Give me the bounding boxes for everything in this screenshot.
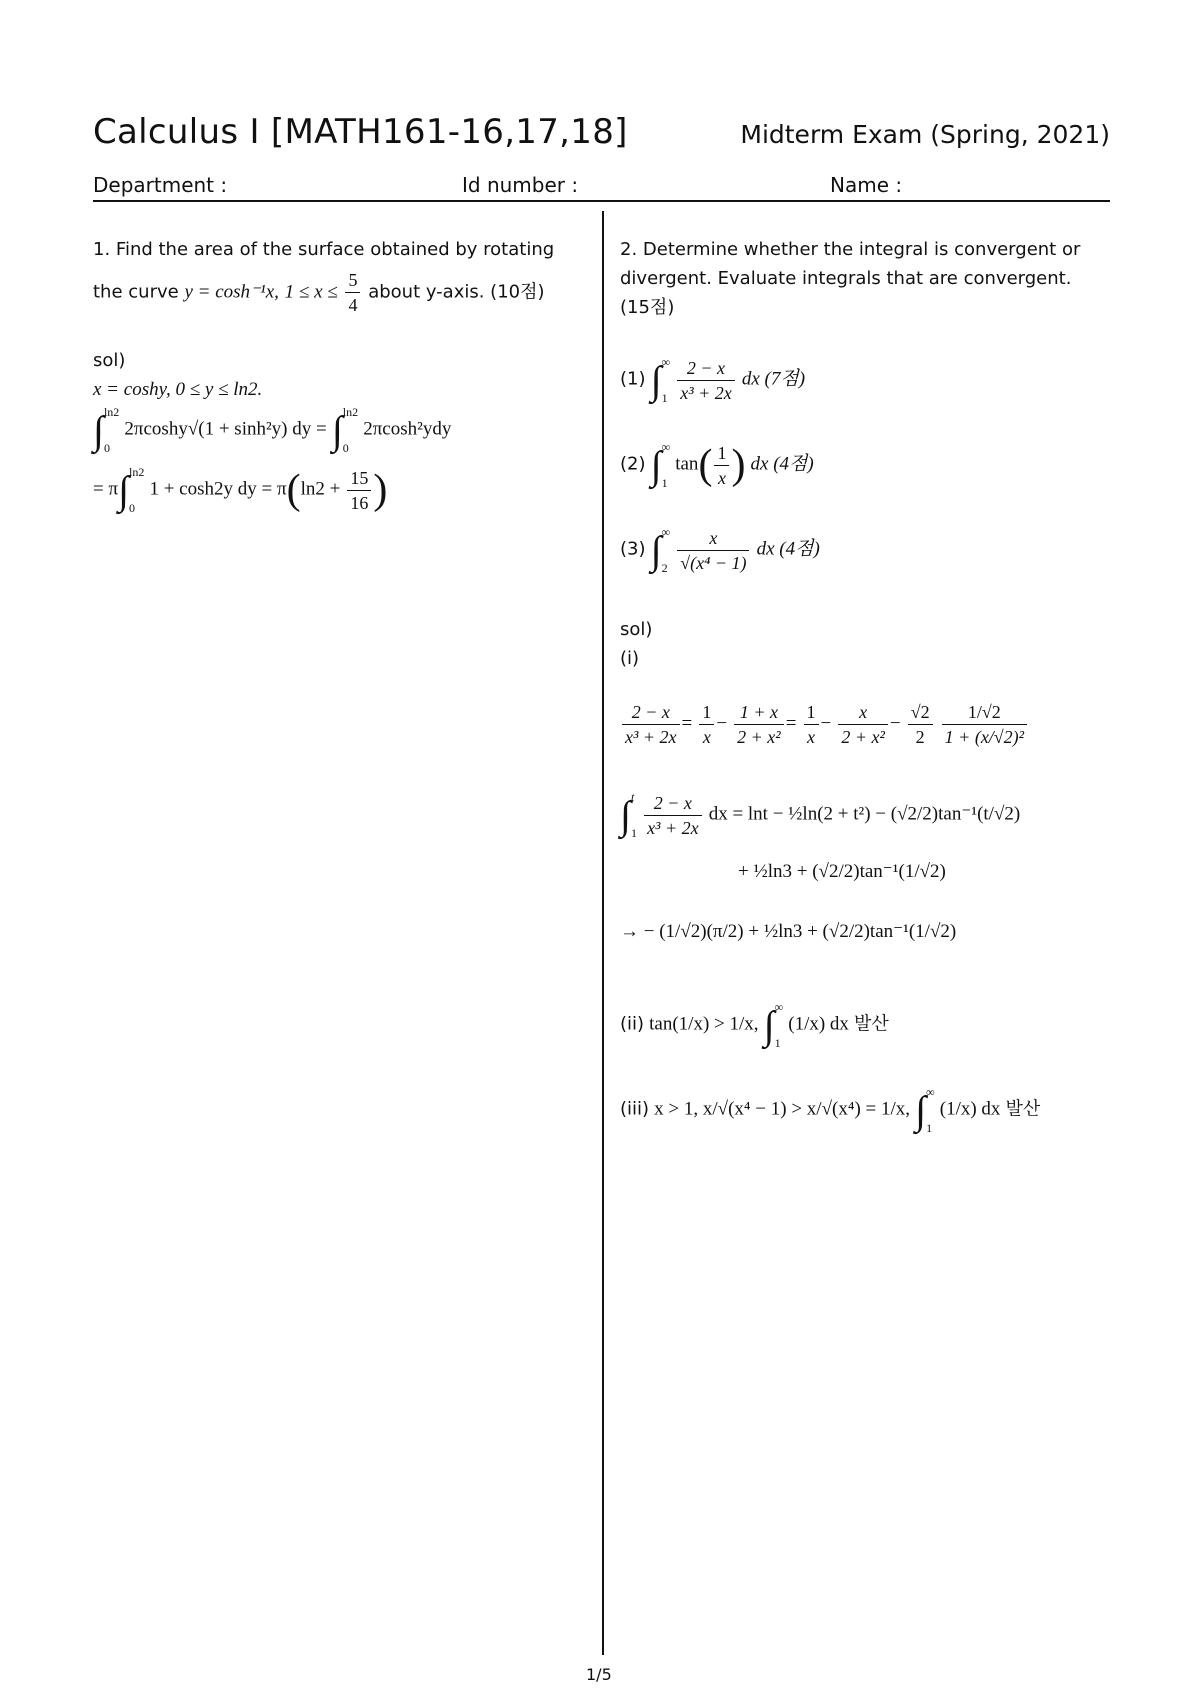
upper-limit: ∞: [774, 1000, 784, 1014]
upper-limit: ∞: [661, 440, 671, 454]
upper-limit: ln2: [129, 465, 145, 479]
frac-num: 2 − x: [644, 791, 702, 816]
upper-limit: ∞: [661, 355, 671, 369]
q2-i-label: (i): [620, 648, 640, 669]
part-label: (1): [620, 368, 646, 390]
part-post: dx (7점): [741, 368, 806, 390]
upper-limit: ∞: [661, 525, 671, 539]
q2-i-eq3: + ½ln3 + (√2/2)tan⁻¹(1/√2): [738, 861, 946, 882]
frac-den: 1 + (x/√2)²: [944, 727, 1025, 747]
q1-text-post: about y-axis. (10점): [368, 281, 545, 303]
frac-num: 5: [345, 268, 360, 293]
eq-frac: [804, 700, 819, 749]
frac-den: x: [702, 727, 711, 747]
q1-sol3-int: 1 + cosh2y dy = π: [149, 478, 287, 500]
q2-line3: (15점): [620, 297, 675, 318]
frac-den: 2: [915, 727, 925, 747]
column-divider: [602, 211, 604, 1655]
lower-limit: 1: [774, 1036, 781, 1050]
q1-sol3-frac: [347, 466, 371, 515]
q1-sol2-rhs: 2πcosh²ydy: [363, 418, 452, 440]
frac-den: 4: [348, 295, 358, 315]
iii-end: 발산: [1005, 1098, 1041, 1120]
integral-sign: ∫: [118, 467, 130, 513]
q1-sol-line3: [93, 465, 387, 515]
q1-text: the curve: [93, 281, 179, 303]
q2-part3: [620, 525, 820, 575]
q2-line2: divergent. Evaluate integrals that are convergent.: [620, 268, 1072, 289]
upper-limit: ln2: [342, 405, 359, 419]
exam-title: Calculus I [MATH161-16,17,18]: [93, 112, 628, 152]
part-label: (ii): [620, 1013, 645, 1035]
minus-sign: −: [820, 713, 832, 734]
lower-limit: 1: [661, 391, 668, 405]
eq-frac: [942, 700, 1027, 749]
part-label: (iii): [620, 1098, 650, 1120]
id-number-label: Id number :: [462, 173, 579, 197]
q1-line1: 1. Find the area of the surface obtained by rotating: [93, 239, 555, 260]
lower-limit: 2: [661, 561, 668, 575]
frac-num: √2: [908, 700, 933, 725]
iii-body: x > 1, x/√(x⁴ − 1) > x/√(x⁴) = 1/x,: [654, 1098, 911, 1120]
tan-fn: tan: [675, 453, 699, 475]
q2-ii: [620, 1000, 889, 1050]
lower-limit: 0: [129, 501, 136, 515]
q2-part2: [620, 440, 814, 490]
frac-den: x³ + 2x: [647, 817, 699, 838]
frac-num: 1: [714, 441, 729, 466]
integral-sign: ∫: [650, 442, 662, 488]
q1-sol3-paren: ln2 +: [300, 478, 341, 500]
frac-num: 1 + x: [734, 700, 784, 725]
frac-num: 15: [347, 466, 371, 491]
eq-frac: [644, 791, 702, 840]
q2-i-eq1: [620, 700, 1029, 749]
equals-sign: =: [681, 713, 693, 734]
equals-sign: =: [785, 713, 797, 734]
eq-frac: [734, 700, 784, 749]
lower-limit: 1: [926, 1121, 933, 1135]
eq-frac: [699, 700, 714, 749]
integral-sign: ∫: [763, 1002, 775, 1048]
frac-den: 2 + x²: [737, 727, 781, 747]
page-number: 1/5: [586, 1665, 612, 1684]
ii-end: 발산: [854, 1013, 889, 1035]
frac-num: 1/√2: [942, 700, 1027, 725]
q2-iii: [620, 1085, 1040, 1135]
part-label: (2): [620, 453, 646, 475]
paren-right: ): [731, 442, 746, 488]
header-rule: [93, 200, 1110, 202]
minus-sign: −: [889, 713, 901, 734]
upper-limit: ∞: [926, 1085, 935, 1099]
minus-sign: −: [716, 713, 728, 734]
eq-frac: [908, 700, 933, 749]
paren-left: (: [286, 467, 301, 513]
p2-frac: [714, 441, 729, 490]
q1-range: 1 ≤ x ≤: [284, 281, 338, 303]
frac-num: 1: [804, 700, 819, 725]
iii-int: (1/x) dx: [939, 1098, 1001, 1120]
q1-sol-line2: [93, 405, 451, 455]
frac-num: 2 − x: [677, 356, 735, 381]
q1-curve: y = cosh⁻¹x,: [184, 281, 279, 303]
p3-frac: [677, 526, 749, 575]
integral-sign: ∫: [650, 357, 662, 403]
q1-sol-line1: x = coshy, 0 ≤ y ≤ ln2.: [93, 379, 263, 400]
frac-den: √(x⁴ − 1): [680, 552, 747, 573]
q2-sol-label: sol): [620, 619, 653, 640]
frac-den: 16: [350, 492, 369, 513]
q1-line2: [93, 268, 545, 317]
integral-sign: ∫: [620, 792, 631, 838]
q1-sol2-lhs: 2πcoshy√(1 + sinh²y) dy =: [124, 418, 327, 440]
q2-line1: 2. Determine whether the integral is convergent or: [620, 239, 1081, 260]
integral-sign: ∫: [650, 527, 662, 573]
frac-den: x: [717, 467, 726, 488]
integral-sign: ∫: [915, 1087, 927, 1133]
frac-den: x³ + 2x: [625, 727, 677, 747]
lower-limit: 1: [661, 476, 668, 490]
frac-den: x³ + 2x: [680, 382, 732, 403]
frac-num: 1: [699, 700, 714, 725]
frac-num: 2 − x: [622, 700, 680, 725]
eq-frac: [622, 700, 680, 749]
eq2-rhs: dx = lnt − ½ln(2 + t²) − (√2/2)tan⁻¹(t/√2): [708, 803, 1021, 825]
lower-limit: 0: [103, 441, 110, 455]
lower-limit: 0: [342, 441, 349, 455]
part-post: dx (4점): [750, 453, 814, 475]
lower-limit: 1: [630, 826, 637, 840]
exam-subtitle: Midterm Exam (Spring, 2021): [740, 120, 1110, 149]
q1-range-frac: [345, 268, 360, 317]
upper-limit: ln2: [103, 405, 120, 419]
q2-i-eq4: → − (1/√2)(π/2) + ½ln3 + (√2/2)tan⁻¹(1/√2): [620, 921, 957, 942]
q1-sol-label: sol): [93, 350, 126, 371]
ii-int: (1/x) dx: [788, 1013, 849, 1035]
paren-right: ): [373, 467, 388, 513]
paren-left: (: [698, 442, 713, 488]
part-label: (3): [620, 538, 646, 560]
frac-den: 2 + x²: [841, 727, 885, 747]
p1-frac: [677, 356, 735, 405]
frac-num: x: [677, 526, 749, 551]
part-post: dx (4점): [756, 538, 820, 560]
upper-limit: t: [630, 790, 635, 804]
q2-i-eq2: [620, 790, 1020, 840]
name-label: Name :: [830, 173, 903, 197]
integral-sign: ∫: [93, 407, 104, 453]
frac-den: x: [807, 727, 816, 747]
ii-body: tan(1/x) > 1/x,: [649, 1013, 759, 1035]
frac-num: x: [838, 700, 888, 725]
eq-frac: [838, 700, 888, 749]
q1-sol3-pre: = π: [93, 478, 119, 500]
q2-part1: [620, 355, 805, 405]
department-label: Department :: [93, 173, 228, 197]
integral-sign: ∫: [331, 407, 343, 453]
